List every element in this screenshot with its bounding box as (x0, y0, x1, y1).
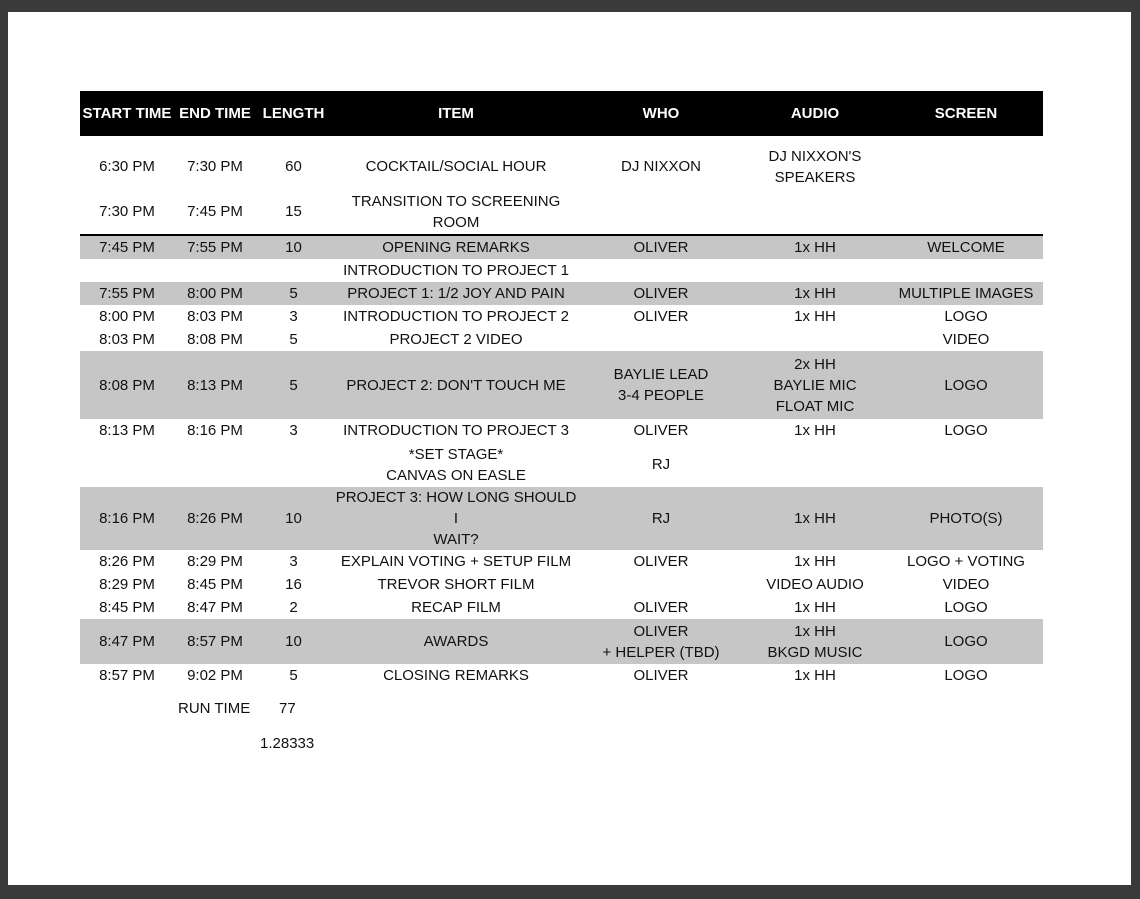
table-row (80, 487, 1043, 550)
end-time-cell: 8:13 PM (174, 351, 256, 419)
start-time-cell: 8:47 PM (80, 619, 174, 664)
who-cell: OLIVER (633, 308, 689, 325)
screen-cell: LOGO (944, 667, 988, 684)
screen-cell: LOGO (944, 599, 988, 616)
end-time-cell: 8:45 PM (187, 576, 243, 593)
header-length: LENGTH (256, 91, 331, 136)
audio-cell: 1x HH BKGD MUSIC (741, 619, 889, 664)
who-cell: OLIVER (633, 553, 689, 570)
audio-cell: 1x HH (794, 308, 836, 325)
table-row (80, 328, 1043, 351)
end-time-cell: 8:26 PM (174, 487, 256, 550)
length-cell: 60 (285, 158, 302, 175)
length-cell: 5 (256, 351, 331, 419)
end-time-cell: 8:03 PM (187, 308, 243, 325)
screen-cell: LOGO + VOTING (907, 553, 1025, 570)
start-time-cell: 8:57 PM (99, 667, 155, 684)
table-row (80, 442, 1043, 487)
totals-block (80, 687, 1043, 797)
run-of-show-sheet (80, 91, 1043, 797)
table-row (80, 144, 1043, 189)
start-time-cell (80, 442, 174, 487)
item-cell: CLOSING REMARKS (383, 667, 529, 684)
length-cell: 2 (289, 599, 298, 616)
screen-cell: WELCOME (889, 235, 1043, 259)
who-cell (581, 573, 741, 596)
who-cell: OLIVER (581, 235, 741, 259)
item-cell: COCKTAIL/SOCIAL HOUR (365, 158, 547, 175)
item-cell: AWARDS (331, 619, 581, 664)
audio-cell: 1x HH (741, 282, 889, 305)
table-row (80, 259, 1043, 282)
who-cell: BAYLIE LEAD 3-4 PEOPLE (581, 351, 741, 419)
item-cell: INTRODUCTION TO PROJECT 2 (343, 308, 569, 325)
header-item: ITEM (331, 91, 581, 136)
table-row (80, 619, 1043, 664)
table-row (80, 189, 1043, 235)
audio-cell (741, 442, 889, 487)
item-cell: INTRODUCTION TO PROJECT 1 (343, 262, 569, 279)
start-time-cell: 8:45 PM (99, 599, 155, 616)
schedule-table (80, 91, 1043, 687)
start-time-cell: 8:13 PM (99, 422, 155, 439)
who-cell: OLIVER + HELPER (TBD) (581, 619, 741, 664)
audio-cell (741, 328, 889, 351)
item-cell: PROJECT 1: 1/2 JOY AND PAIN (331, 282, 581, 305)
item-cell: RECAP FILM (411, 599, 501, 616)
start-time-cell: 8:00 PM (99, 308, 155, 325)
length-cell: 5 (289, 331, 298, 348)
item-cell: INTRODUCTION TO PROJECT 3 (343, 422, 569, 439)
run-time-hours: 1.28333 (260, 735, 315, 752)
length-cell: 10 (256, 235, 331, 259)
header-screen: SCREEN (889, 91, 1043, 136)
screen-cell (889, 442, 1043, 487)
screen-cell: LOGO (889, 619, 1043, 664)
end-time-cell: 7:30 PM (187, 158, 243, 175)
table-row (80, 419, 1043, 442)
start-time-cell: 8:03 PM (99, 331, 155, 348)
screen-cell: LOGO (944, 422, 988, 439)
start-time-cell (80, 259, 174, 282)
start-time-cell: 6:30 PM (99, 158, 155, 175)
length-cell: 3 (289, 308, 298, 325)
length-cell: 15 (256, 189, 331, 235)
length-cell: 3 (289, 422, 298, 439)
start-time-cell: 8:16 PM (80, 487, 174, 550)
header-audio: AUDIO (741, 91, 889, 136)
table-row (80, 235, 1043, 259)
audio-cell: 1x HH (794, 599, 836, 616)
end-time-cell: 8:00 PM (174, 282, 256, 305)
start-time-cell: 8:08 PM (80, 351, 174, 419)
end-time-cell: 8:29 PM (187, 553, 243, 570)
audio-cell (741, 189, 889, 235)
screen-cell: PHOTO(S) (889, 487, 1043, 550)
end-time-cell: 8:16 PM (187, 422, 243, 439)
who-cell (581, 259, 741, 282)
end-time-cell: 9:02 PM (187, 667, 243, 684)
item-cell: TRANSITION TO SCREENING ROOM (331, 189, 581, 235)
item-cell: PROJECT 3: HOW LONG SHOULD I WAIT? (331, 487, 581, 550)
who-cell: DJ NIXXON (620, 158, 701, 175)
audio-cell: DJ NIXXON'S SPEAKERS (768, 147, 862, 186)
item-cell: TREVOR SHORT FILM (377, 576, 535, 593)
who-cell (581, 328, 741, 351)
length-cell (256, 259, 331, 282)
length-cell: 5 (256, 282, 331, 305)
item-cell: PROJECT 2: DON'T TOUCH ME (331, 351, 581, 419)
item-cell: PROJECT 2 VIDEO (389, 331, 523, 348)
length-cell: 3 (289, 553, 298, 570)
length-cell (256, 442, 331, 487)
table-row (80, 305, 1043, 328)
end-time-cell (174, 442, 256, 487)
screen-cell (889, 259, 1043, 282)
audio-cell: 1x HH (741, 487, 889, 550)
header-end-time: END TIME (174, 91, 256, 136)
length-cell: 10 (256, 487, 331, 550)
table-row (80, 550, 1043, 573)
who-cell: RJ (651, 456, 671, 473)
who-cell: OLIVER (633, 599, 689, 616)
end-time-cell: 8:47 PM (187, 599, 243, 616)
screen-cell: VIDEO (942, 576, 990, 593)
start-time-cell: 7:45 PM (80, 235, 174, 259)
audio-cell (741, 259, 889, 282)
length-cell: 16 (285, 576, 302, 593)
item-cell: *SET STAGE* CANVAS ON EASLE (386, 445, 526, 484)
who-cell: OLIVER (581, 282, 741, 305)
table-row (80, 282, 1043, 305)
end-time-cell: 8:57 PM (174, 619, 256, 664)
item-cell: EXPLAIN VOTING + SETUP FILM (340, 553, 572, 570)
document-page (8, 12, 1131, 885)
audio-cell: 2x HH BAYLIE MIC FLOAT MIC (741, 351, 889, 419)
screen-cell: LOGO (944, 308, 988, 325)
spacer-row (80, 136, 1043, 144)
header-start-time: START TIME (80, 91, 174, 136)
table-row (80, 596, 1043, 619)
header-row (80, 91, 1043, 136)
end-time-cell: 7:45 PM (174, 189, 256, 235)
run-time-value: 77 (279, 700, 296, 717)
who-cell (581, 189, 741, 235)
screen-cell: LOGO (889, 351, 1043, 419)
end-time-cell: 7:55 PM (174, 235, 256, 259)
schedule-body (80, 136, 1043, 687)
start-time-cell: 7:55 PM (80, 282, 174, 305)
length-cell: 10 (256, 619, 331, 664)
end-time-cell: 8:08 PM (187, 331, 243, 348)
screen-cell: MULTIPLE IMAGES (889, 282, 1043, 305)
screen-cell (889, 189, 1043, 235)
table-row (80, 664, 1043, 687)
screen-cell: VIDEO (942, 331, 990, 348)
table-row (80, 573, 1043, 596)
screen-cell (889, 144, 1043, 189)
audio-cell: VIDEO AUDIO (766, 576, 864, 593)
who-cell: RJ (581, 487, 741, 550)
audio-cell: 1x HH (794, 667, 836, 684)
item-cell: OPENING REMARKS (331, 235, 581, 259)
run-time-label: RUN TIME (178, 700, 251, 717)
header-who: WHO (581, 91, 741, 136)
table-row (80, 351, 1043, 419)
who-cell: OLIVER (633, 667, 689, 684)
length-cell: 5 (289, 667, 298, 684)
start-time-cell: 8:26 PM (99, 553, 155, 570)
audio-cell: 1x HH (794, 422, 836, 439)
audio-cell: 1x HH (741, 235, 889, 259)
start-time-cell: 7:30 PM (80, 189, 174, 235)
end-time-cell (174, 259, 256, 282)
who-cell: OLIVER (633, 422, 689, 439)
audio-cell: 1x HH (794, 553, 836, 570)
start-time-cell: 8:29 PM (99, 576, 155, 593)
